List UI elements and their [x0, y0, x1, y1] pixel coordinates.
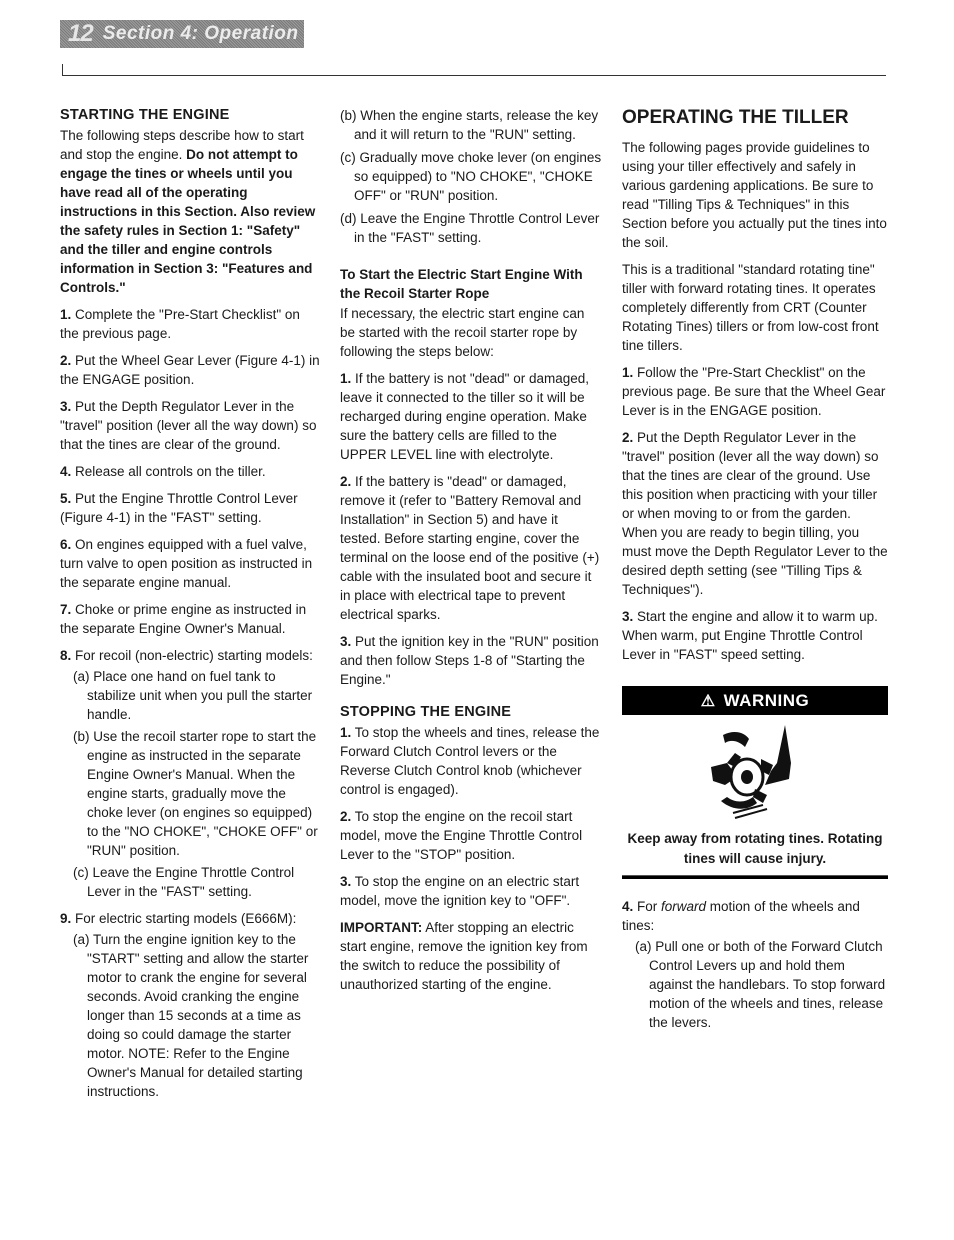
step-8-sub-b: (b) Use the recoil starter rope to start the engine as instructed in the separate Engine Owner's Manual. When the engine starts, gradually move the choke lever (on engines so equipped) to the "NO CHOKE", "CHOKE OFF" or "RUN" position.	[73, 729, 318, 858]
step-text: Put the Depth Regulator Lever in the "travel" position (lever all the way down) so that the tines are clear of the ground.	[60, 399, 317, 452]
start-step-3	[60, 397, 320, 454]
warning-caption: Keep away from rotating tines. Rotating tines will cause injury.	[627, 831, 883, 866]
step-text: Put the Engine Throttle Control Lever (Figure 4-1) in the "FAST" setting.	[60, 491, 298, 525]
section-banner	[60, 20, 304, 48]
step-text: Start the engine and allow it to warm up. When warm, put Engine Throttle Control Lever in "FAST" speed setting.	[622, 609, 878, 662]
starting-engine-intro	[60, 126, 320, 297]
intro-bold: Do not attempt to engage the tines or wheels until you have read all of the operating instructions in this Section. Also review the safety rules in Section 1: "Safety" and the tiller and engine controls information in Section 3: "Features and Controls."	[60, 147, 316, 295]
stop-step-3	[340, 872, 602, 910]
step-text: Follow the "Pre-Start Checklist" on the previous page. Be sure that the Wheel Gear Lever is in the ENGAGE position.	[622, 365, 886, 418]
important-text: After stopping an electric start engine, remove the ignition key from the switch to reduce the possibility of unauthorized starting of the engine.	[340, 920, 588, 992]
start-step-7	[60, 600, 320, 638]
step-number: 2.	[622, 430, 634, 445]
column-electric-start	[340, 106, 602, 1002]
step-text: Put the Depth Regulator Lever in the "travel" position (lever all the way down) so that the tines are clear of the ground. Use this position when practicing with your tiller or when moving to or from the garden. When you are ready to begin tilling, you must move the Depth Regulator Lever to the desired depth setting (see "Tilling Tips & Techniques").	[622, 430, 888, 597]
step-number: 3.	[340, 634, 352, 649]
start-step-2	[60, 351, 320, 389]
step-9-sub-d: (d) Leave the Engine Throttle Control Lever in the "FAST" setting.	[340, 211, 600, 245]
step-number: 2.	[60, 353, 72, 368]
step-text: motion of the wheels and tines:	[622, 899, 860, 933]
start-step-9	[60, 909, 320, 928]
recoil-step-2	[340, 472, 602, 624]
stop-step-1	[340, 723, 602, 799]
operate-step-4	[622, 897, 888, 935]
step-text: Choke or prime engine as instructed in the separate Engine Owner's Manual.	[60, 602, 307, 636]
warning-label: WARNING	[723, 690, 810, 710]
step-number: 3.	[60, 399, 72, 414]
step-text-italic: forward	[661, 899, 707, 914]
hand-tines-hazard-icon	[705, 723, 805, 823]
step-text: Put the ignition key in the "RUN" position and then follow Steps 1-8 of "Starting the Engine."	[340, 634, 599, 687]
intro-plain: The following steps describe how to start and stop the engine.	[60, 128, 304, 162]
step-number: 9.	[60, 911, 72, 926]
operate-step-2	[622, 428, 888, 599]
operating-tiller-heading: OPERATING THE TILLER	[622, 107, 849, 128]
step-text: To stop the engine on the recoil start model, move the Engine Throttle Control Lever to the "STOP" position.	[340, 809, 583, 862]
start-step-1	[60, 305, 320, 343]
important-label: IMPORTANT:	[340, 920, 423, 935]
operating-para-1: The following pages provide guidelines to using your tiller effectively and safely in various gardening applications. Be sure to read "Tilling Tips & Techniques" in this Section before you actually put the tines into the soil.	[622, 140, 887, 250]
step-number: 1.	[340, 371, 352, 386]
step-text: Put the Wheel Gear Lever (Figure 4-1) in the ENGAGE position.	[60, 353, 320, 387]
recoil-step-1	[340, 369, 602, 464]
recoil-step-3	[340, 632, 602, 689]
step-text: To stop the engine on an electric start model, move the ignition key to "OFF".	[340, 874, 580, 908]
step-9-sub-b: (b) When the engine starts, release the key and it will return to the "RUN" setting.	[340, 108, 599, 142]
step-4-sub-a: (a) Pull one or both of the Forward Clutch Control Levers up and hold them against the handlebars. To stop forward motion of the wheels and tines, release the levers.	[635, 939, 886, 1030]
step-number: 1.	[60, 307, 72, 322]
important-note	[340, 918, 602, 994]
step-number: 1.	[622, 365, 634, 380]
step-number: 8.	[60, 648, 72, 663]
warning-triangle-icon: ⚠	[700, 692, 716, 710]
step-text: For	[633, 899, 662, 914]
step-number: 1.	[340, 725, 352, 740]
stopping-engine-heading: STOPPING THE ENGINE	[340, 704, 512, 720]
start-step-6	[60, 535, 320, 592]
step-text: Complete the "Pre-Start Checklist" on the previous page.	[60, 307, 300, 341]
step-9-sub-a: (a) Turn the engine ignition key to the "START" setting and allow the starter motor to crank the engine for several seconds. Avoid cranking the engine longer than 15 seconds at a time as doing so could damage the starter motor. NOTE: Refer to the Engine Owner's Manual for detailed starting instructions.	[73, 932, 309, 1099]
start-step-5	[60, 489, 320, 527]
column-starting-engine	[60, 106, 320, 1104]
step-9-sub-c: (c) Gradually move choke lever (on engines so equipped) to "NO CHOKE", "CHOKE OFF" or "RUN" position.	[340, 150, 602, 203]
recoil-start-intro: If necessary, the electric start engine can be started with the recoil starter rope by following the steps below:	[340, 306, 585, 359]
recoil-start-heading: To Start the Electric Start Engine With the Recoil Starter Rope	[340, 267, 583, 301]
step-number: 2.	[340, 474, 352, 489]
step-8-sub-c: (c) Leave the Engine Throttle Control Lever in the "FAST" setting.	[73, 865, 295, 899]
step-8-sub-a: (a) Place one hand on fuel tank to stabilize unit when you pull the starter handle.	[73, 669, 313, 722]
step-text: To stop the wheels and tines, release the Forward Clutch Control levers or the Reverse Clutch Control knob (whichever control is engaged).	[340, 725, 600, 797]
step-number: 3.	[622, 609, 634, 624]
operate-step-1	[622, 363, 888, 420]
step-number: 5.	[60, 491, 72, 506]
step-text: If the battery is "dead" or damaged, remove it (refer to "Battery Removal and Installation" in Section 5) and have it tested. Before starting engine, cover the terminal on the loose end of the positive (+) cable with the insulated boot and secure it in place with electrical tape to prevent electrical sparks.	[340, 474, 600, 622]
step-number: 6.	[60, 537, 72, 552]
step-number: 2.	[340, 809, 352, 824]
warning-banner	[622, 686, 888, 715]
step-text: For recoil (non-electric) starting models:	[71, 648, 313, 663]
step-number: 7.	[60, 602, 72, 617]
section-title: Section 4: Operation	[102, 23, 299, 44]
header-rule	[62, 75, 886, 76]
warning-rule	[622, 875, 888, 879]
step-text: On engines equipped with a fuel valve, turn valve to open position as instructed in the separate engine manual.	[60, 537, 313, 590]
step-text: If the battery is not "dead" or damaged, leave it connected to the tiller so it will be recharged during engine operation. Make sure the battery cells are filled to the UPPER LEVEL line with electrolyte.	[340, 371, 589, 462]
page-number: 12	[68, 20, 93, 47]
operating-para-2: This is a traditional "standard rotating tine" tiller with forward rotating tines. It operates completely differently from CRT (Counter Rotating Tines) tillers or from low-cost front tine tillers.	[622, 262, 879, 353]
start-step-4	[60, 462, 320, 481]
step-text: For electric starting models (E666M):	[71, 911, 297, 926]
step-number: 4.	[60, 464, 72, 479]
starting-engine-heading: STARTING THE ENGINE	[60, 107, 230, 123]
start-step-8	[60, 646, 320, 665]
step-number: 3.	[340, 874, 352, 889]
stop-step-2	[340, 807, 602, 864]
operate-step-3	[622, 607, 888, 664]
step-text: Release all controls on the tiller.	[71, 464, 266, 479]
column-operating-tiller	[622, 106, 888, 1035]
step-number: 4.	[622, 899, 634, 914]
